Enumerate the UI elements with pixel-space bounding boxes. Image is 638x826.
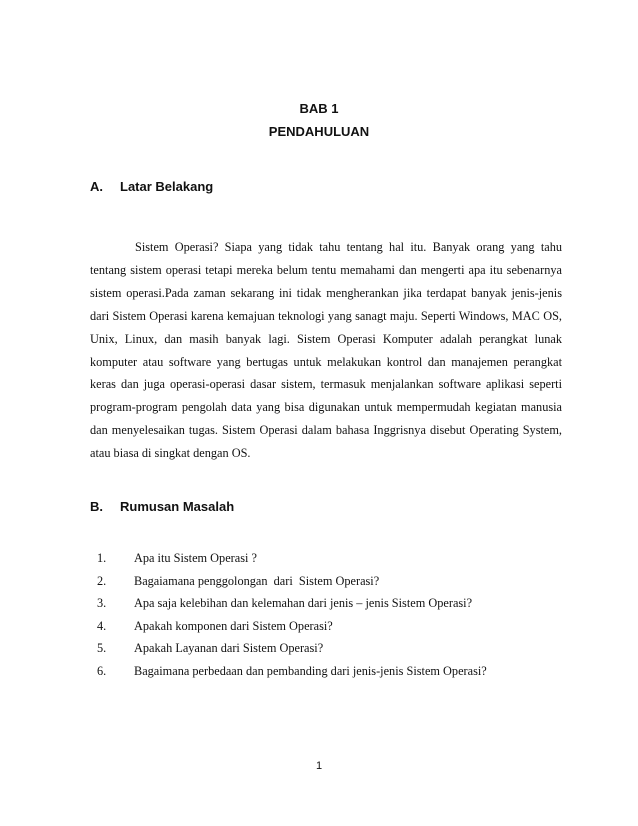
list-item-text: Apakah Layanan dari Sistem Operasi?: [134, 641, 324, 656]
list-item: [97, 615, 567, 638]
background-paragraph: Sistem Operasi? Siapa yang tidak tahu tentang hal itu. Banyak orang yang tahu tentang sistem operasi tetapi mereka belum tentu memahami dan mengerti apa itu sebenarnya sistem operasi.Pada zaman sekarang ini tidak mengherankan jika terdapat banyak jenis-jenis dari Sistem Operasi karena kemajuan teknologi yang sanagt maju. Seperti Windows, MAC OS, Unix, Linux, dan masih banyak lagi. Sistem Operasi Komputer adalah perangkat lunak komputer atau software yang bertugas untuk melakukan kontrol dan manajemen perangkat keras dan juga operasi-operasi dasar sistem, termasuk menjalankan software aplikasi seperti program-program pengolah data yang bisa digunakan untuk mempermudah kegiatan manusia dan menyelesaikan tugas. Sistem Operasi dalam bahasa Inggrisnya disebut Operating System, atau biasa di singkat dengan OS.: [90, 240, 562, 461]
list-item-number: 1.: [97, 551, 107, 565]
list-item-text: Apakah komponen dari Sistem Operasi?: [134, 618, 333, 633]
list-item-number: 4.: [97, 618, 107, 633]
list-item: [97, 637, 567, 660]
chapter-title: PENDAHULUAN: [268, 124, 370, 139]
list-item-text: Apa itu Sistem Operasi ?: [134, 551, 257, 565]
question-list: [97, 547, 567, 683]
section-a-letter: A.: [90, 179, 103, 194]
section-b-heading: [90, 499, 234, 514]
chapter-number: BAB 1: [299, 101, 339, 116]
list-item-number: 2.: [97, 573, 107, 588]
list-item: [97, 570, 567, 593]
list-item-number: 3.: [97, 596, 107, 611]
list-item: [97, 547, 567, 570]
list-item-text: Apa saja kelebihan dan kelemahan dari jenis – jenis Sistem Operasi?: [134, 596, 473, 611]
list-item-number: 6.: [97, 663, 107, 678]
section-b-title: Rumusan Masalah: [120, 499, 235, 514]
list-item-number: 5.: [97, 641, 107, 656]
section-b-letter: B.: [90, 499, 103, 514]
page-number: 1: [315, 760, 323, 772]
list-item-text: Bagaimana perbedaan dan pembanding dari jenis-jenis Sistem Operasi?: [134, 663, 487, 678]
section-a-title: Latar Belakang: [120, 179, 214, 194]
list-item-text: Bagaiamana penggolongan dari Sistem Operasi?: [134, 573, 380, 588]
list-item: [97, 592, 567, 615]
list-item: [97, 660, 567, 683]
section-a-heading: [90, 179, 213, 194]
